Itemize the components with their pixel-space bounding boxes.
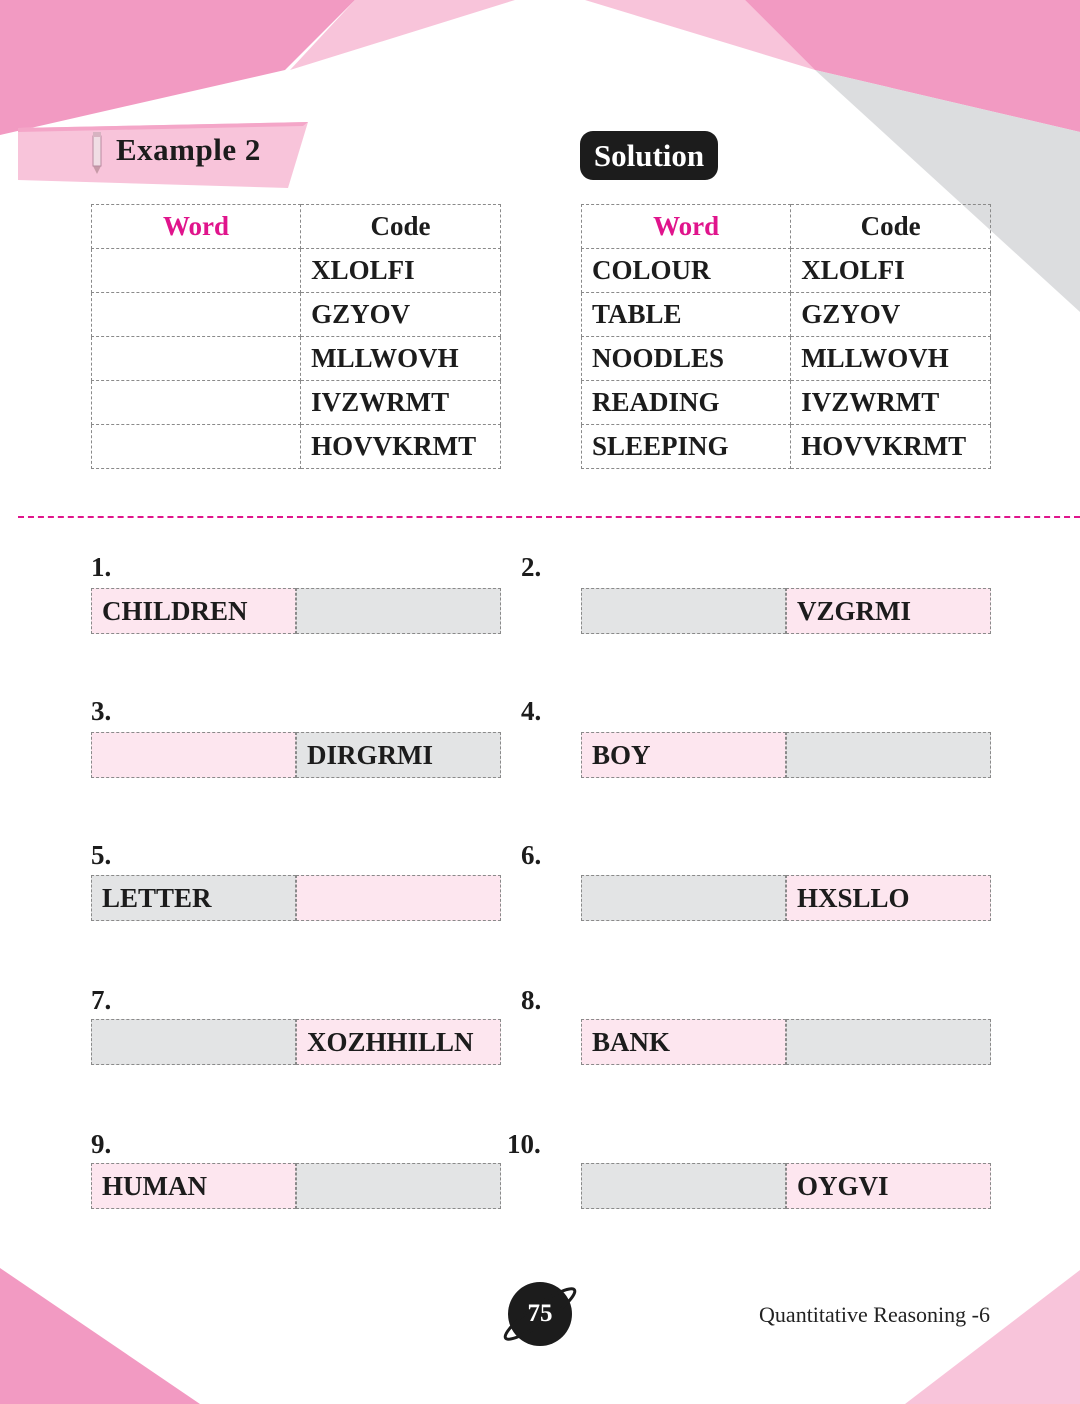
answer-cell[interactable] [581,875,786,921]
answer-cell[interactable] [296,1163,501,1209]
solution-badge: Solution [580,131,718,180]
word-cell [92,425,301,469]
code-cell: VZGRMI [786,588,991,634]
word-header: Word [92,205,301,249]
answer-cell[interactable] [581,588,786,634]
answer-cell[interactable] [296,875,501,921]
code-cell: XLOLFI [791,249,991,293]
question-number: 8. [521,985,542,1015]
answer-cell[interactable] [786,732,991,778]
word-cell: BOY [581,732,786,778]
word-cell: TABLE [582,293,791,337]
question-5-row [91,875,501,921]
table-row [92,381,501,425]
book-title: Quantitative Reasoning -6 [759,1302,990,1327]
answer-cell[interactable] [296,588,501,634]
example-banner [18,122,310,188]
table-row [582,293,991,337]
question-9-row [91,1163,501,1209]
question-number: 3. [91,696,112,726]
word-cell: BANK [581,1019,786,1065]
answer-cell[interactable] [91,732,296,778]
question-6-row [581,875,991,921]
example-title: Example 2 [116,132,261,167]
pencil-icon [84,130,110,176]
code-cell: MLLWOVH [301,337,501,381]
question-number: 4. [521,696,542,726]
code-cell: MLLWOVH [791,337,991,381]
question-number: 9. [91,1129,112,1159]
section-divider [18,516,1080,518]
page-number: 75 [527,1300,553,1327]
question-1-row [91,588,501,634]
answer-cell[interactable] [581,1163,786,1209]
word-cell: CHILDREN [91,588,296,634]
question-number: 2. [521,552,542,582]
question-7-row [91,1019,501,1065]
question-number: 10. [507,1129,541,1159]
code-cell: IVZWRMT [791,381,991,425]
question-3-row [91,732,501,778]
code-cell: XOZHHILLN [296,1019,501,1065]
table-row [582,337,991,381]
answer-cell[interactable] [91,1019,296,1065]
code-cell: HOVVKRMT [301,425,501,469]
question-4-row [581,732,991,778]
code-header: Code [301,205,501,249]
table-row [92,293,501,337]
code-cell: DIRGRMI [296,732,501,778]
question-10-row [581,1163,991,1209]
question-number: 5. [91,840,112,870]
table-row [582,381,991,425]
word-cell: READING [582,381,791,425]
word-cell: HUMAN [91,1163,296,1209]
table-row [92,249,501,293]
word-cell [92,337,301,381]
code-cell: HXSLLO [786,875,991,921]
question-number: 1. [91,552,112,582]
answer-cell[interactable] [786,1019,991,1065]
table-row [582,425,991,469]
question-8-row [581,1019,991,1065]
word-cell [92,381,301,425]
page-number-badge [500,1280,580,1350]
code-header: Code [791,205,991,249]
word-cell: LETTER [91,875,296,921]
table-row [92,425,501,469]
table-header-row [582,205,991,249]
word-cell: NOODLES [582,337,791,381]
code-cell: IVZWRMT [301,381,501,425]
code-cell: GZYOV [301,293,501,337]
word-cell: COLOUR [582,249,791,293]
question-number: 6. [521,840,542,870]
table-row [92,337,501,381]
code-cell: XLOLFI [301,249,501,293]
table-header-row [92,205,501,249]
word-cell: SLEEPING [582,425,791,469]
example-table [91,204,501,469]
solution-table [581,204,991,469]
question-2-row [581,588,991,634]
word-header: Word [582,205,791,249]
table-row [582,249,991,293]
code-cell: OYGVI [786,1163,991,1209]
word-cell [92,249,301,293]
code-cell: GZYOV [791,293,991,337]
question-number: 7. [91,985,112,1015]
word-cell [92,293,301,337]
code-cell: HOVVKRMT [791,425,991,469]
